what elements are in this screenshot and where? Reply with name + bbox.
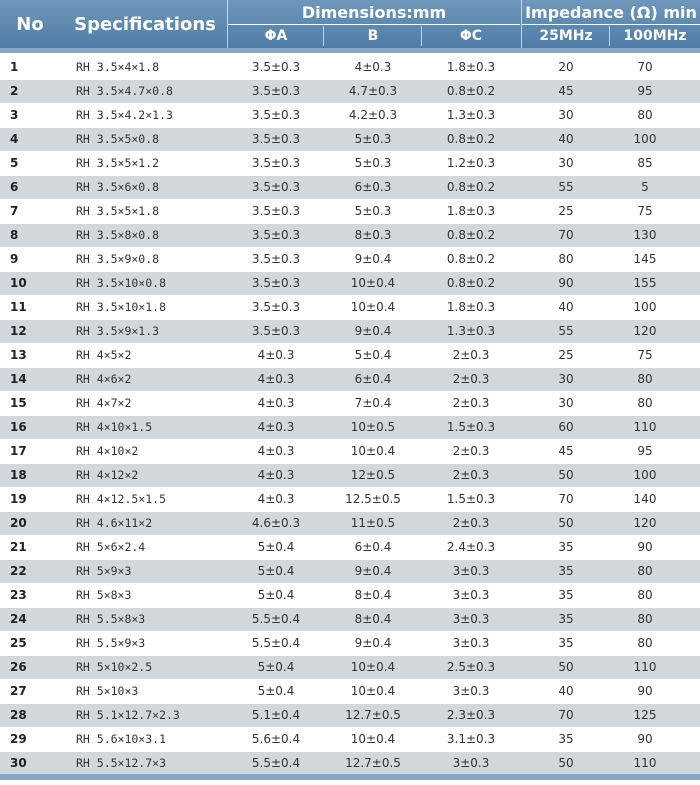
cell-dim-a: 4±0.3 [257,492,295,506]
cell-imp-25mhz: 30 [558,108,574,122]
cell-spec: RH 5.6×10×3.1 [76,732,167,746]
cell-dim-b: 10±0.4 [350,300,396,314]
table-header [0,0,700,48]
cell-dim-a: 5.5±0.4 [251,756,301,770]
header-divider-dimensions [228,24,520,25]
cell-dim-c: 0.8±0.2 [446,132,496,146]
cell-dim-b: 9±0.4 [354,564,392,578]
cell-imp-25mhz: 30 [558,396,574,410]
cell-imp-100mhz: 145 [633,252,657,266]
cell-dim-c: 3±0.3 [452,612,490,626]
cell-dim-a: 5.5±0.4 [251,612,301,626]
cell-dim-a: 3.5±0.3 [251,156,301,170]
cell-dim-a: 4±0.3 [257,348,295,362]
cell-imp-100mhz: 95 [637,444,653,458]
header-col-a: ΦA [264,28,288,44]
cell-no: 7 [10,204,19,218]
cell-spec: RH 3.5×4.7×0.8 [76,84,173,98]
cell-dim-b: 6±0.4 [354,372,392,386]
cell-imp-100mhz: 5 [641,180,649,194]
table-row [0,464,700,488]
cell-spec: RH 5×6×2.4 [76,540,146,554]
header-col-100mhz: 100MHz [623,28,687,44]
cell-dim-c: 2±0.3 [452,396,490,410]
cell-no: 27 [10,684,27,698]
cell-dim-b: 9±0.4 [354,252,392,266]
cell-dim-b: 7±0.4 [354,396,392,410]
cell-dim-a: 3.5±0.3 [251,252,301,266]
table-row [0,704,700,728]
header-separator [421,26,422,46]
cell-no: 10 [10,276,27,290]
cell-imp-100mhz: 130 [633,228,657,242]
table-row [0,200,700,224]
cell-imp-25mhz: 45 [558,84,574,98]
cell-imp-100mhz: 100 [633,468,657,482]
cell-imp-25mhz: 50 [558,516,574,530]
table-row [0,368,700,392]
table-row [0,512,700,536]
cell-dim-c: 2±0.3 [452,468,490,482]
cell-spec: RH 4.6×11×2 [76,516,153,530]
cell-imp-25mhz: 35 [558,540,574,554]
cell-spec: RH 3.5×5×1.2 [76,156,160,170]
cell-dim-c: 3±0.3 [452,564,490,578]
cell-dim-b: 10±0.4 [350,732,396,746]
cell-imp-100mhz: 110 [633,420,657,434]
cell-imp-25mhz: 70 [558,492,574,506]
table-row [0,752,700,776]
cell-dim-c: 3±0.3 [452,588,490,602]
cell-dim-a: 5±0.4 [257,564,295,578]
cell-dim-a: 3.5±0.3 [251,276,301,290]
table-row [0,656,700,680]
table-row [0,488,700,512]
cell-dim-b: 5±0.3 [354,204,392,218]
cell-dim-c: 3±0.3 [452,684,490,698]
cell-dim-a: 4.6±0.3 [251,516,301,530]
header-accent-bar [0,48,700,53]
cell-dim-c: 3.1±0.3 [446,732,496,746]
cell-no: 30 [10,756,27,770]
cell-dim-c: 2±0.3 [452,372,490,386]
header-specifications: Specifications [74,13,216,35]
cell-imp-25mhz: 60 [558,420,574,434]
table-row [0,248,700,272]
cell-dim-b: 9±0.4 [354,324,392,338]
cell-imp-100mhz: 110 [633,756,657,770]
table-row [0,728,700,752]
cell-imp-100mhz: 120 [633,324,657,338]
table-row [0,680,700,704]
header-col-c: ΦC [459,28,483,44]
cell-imp-100mhz: 80 [637,636,653,650]
header-separator [521,0,522,48]
header-separator [609,26,610,46]
header-separator [227,0,228,48]
cell-imp-100mhz: 75 [637,348,653,362]
cell-dim-b: 6±0.3 [354,180,392,194]
cell-spec: RH 3.5×5×1.8 [76,204,160,218]
cell-imp-25mhz: 70 [558,228,574,242]
cell-imp-25mhz: 25 [558,348,574,362]
cell-imp-100mhz: 125 [633,708,657,722]
cell-dim-a: 3.5±0.3 [251,228,301,242]
cell-imp-100mhz: 95 [637,84,653,98]
cell-imp-100mhz: 85 [637,156,653,170]
cell-imp-100mhz: 155 [633,276,657,290]
cell-dim-c: 2.4±0.3 [446,540,496,554]
cell-spec: RH 3.5×10×0.8 [76,276,167,290]
cell-spec: RH 3.5×4×1.8 [76,60,160,74]
cell-dim-a: 4±0.3 [257,396,295,410]
cell-dim-b: 12.5±0.5 [345,492,401,506]
cell-imp-100mhz: 80 [637,564,653,578]
cell-spec: RH 4×6×2 [76,372,132,386]
cell-imp-25mhz: 55 [558,180,574,194]
cell-no: 21 [10,540,27,554]
table-row [0,224,700,248]
cell-dim-c: 1.8±0.3 [446,204,496,218]
cell-spec: RH 3.5×6×0.8 [76,180,160,194]
cell-imp-25mhz: 20 [558,60,574,74]
cell-no: 20 [10,516,27,530]
header-separator [323,26,324,46]
cell-spec: RH 3.5×10×1.8 [76,300,167,314]
cell-dim-a: 5±0.4 [257,540,295,554]
cell-no: 2 [10,84,19,98]
cell-dim-c: 0.8±0.2 [446,84,496,98]
cell-no: 4 [10,132,19,146]
cell-imp-100mhz: 80 [637,396,653,410]
cell-dim-c: 1.3±0.3 [446,108,496,122]
cell-imp-25mhz: 40 [558,132,574,146]
cell-dim-b: 6±0.4 [354,540,392,554]
cell-dim-a: 4±0.3 [257,444,295,458]
cell-spec: RH 4×5×2 [76,348,132,362]
cell-imp-100mhz: 90 [637,684,653,698]
cell-dim-b: 10±0.4 [350,684,396,698]
table-row [0,392,700,416]
cell-imp-25mhz: 35 [558,732,574,746]
cell-dim-b: 8±0.4 [354,612,392,626]
cell-dim-b: 10±0.5 [350,420,396,434]
table-row [0,536,700,560]
cell-no: 9 [10,252,19,266]
cell-no: 23 [10,588,27,602]
cell-dim-c: 1.3±0.3 [446,324,496,338]
cell-spec: RH 5×9×3 [76,564,132,578]
cell-dim-a: 5±0.4 [257,660,295,674]
cell-dim-c: 1.8±0.3 [446,300,496,314]
cell-no: 14 [10,372,27,386]
cell-dim-c: 1.8±0.3 [446,60,496,74]
cell-no: 8 [10,228,19,242]
cell-no: 3 [10,108,19,122]
cell-imp-25mhz: 35 [558,564,574,578]
table-row [0,296,700,320]
cell-imp-25mhz: 50 [558,468,574,482]
cell-dim-a: 5.1±0.4 [251,708,301,722]
cell-no: 22 [10,564,27,578]
cell-dim-a: 3.5±0.3 [251,324,301,338]
table-row [0,152,700,176]
cell-dim-c: 3±0.3 [452,756,490,770]
cell-no: 19 [10,492,27,506]
cell-imp-25mhz: 45 [558,444,574,458]
cell-spec: RH 4×7×2 [76,396,132,410]
cell-imp-100mhz: 80 [637,372,653,386]
cell-dim-a: 5.5±0.4 [251,636,301,650]
cell-imp-25mhz: 55 [558,324,574,338]
cell-spec: RH 4×12×2 [76,468,139,482]
cell-dim-c: 0.8±0.2 [446,276,496,290]
cell-no: 12 [10,324,27,338]
cell-imp-100mhz: 90 [637,540,653,554]
table-row [0,56,700,80]
cell-dim-a: 5±0.4 [257,588,295,602]
cell-dim-c: 0.8±0.2 [446,228,496,242]
cell-spec: RH 4×10×2 [76,444,139,458]
table-row [0,632,700,656]
cell-dim-b: 12.7±0.5 [345,708,401,722]
cell-imp-25mhz: 40 [558,684,574,698]
table-row [0,344,700,368]
cell-spec: RH 3.5×8×0.8 [76,228,160,242]
cell-dim-c: 2.3±0.3 [446,708,496,722]
cell-imp-100mhz: 110 [633,660,657,674]
cell-dim-b: 4.7±0.3 [348,84,398,98]
cell-imp-25mhz: 35 [558,612,574,626]
cell-no: 1 [10,60,19,74]
cell-dim-b: 12.7±0.5 [345,756,401,770]
cell-dim-b: 5±0.3 [354,132,392,146]
cell-dim-b: 12±0.5 [350,468,396,482]
cell-imp-100mhz: 75 [637,204,653,218]
cell-spec: RH 3.5×9×1.3 [76,324,160,338]
cell-dim-b: 11±0.5 [350,516,396,530]
cell-dim-c: 1.5±0.3 [446,420,496,434]
header-col-b: B [367,28,379,44]
cell-dim-b: 10±0.4 [350,276,396,290]
cell-spec: RH 3.5×5×0.8 [76,132,160,146]
cell-dim-b: 5±0.4 [354,348,392,362]
header-impedance: Impedance (Ω) min [525,2,697,22]
cell-dim-b: 9±0.4 [354,636,392,650]
cell-imp-25mhz: 30 [558,156,574,170]
cell-dim-a: 3.5±0.3 [251,204,301,218]
footer-accent-bar [0,774,700,780]
cell-spec: RH 3.5×4.2×1.3 [76,108,173,122]
cell-dim-a: 5±0.4 [257,684,295,698]
cell-dim-b: 8±0.4 [354,588,392,602]
cell-dim-c: 3±0.3 [452,636,490,650]
table-row [0,440,700,464]
cell-no: 29 [10,732,27,746]
cell-dim-b: 10±0.4 [350,660,396,674]
cell-dim-a: 3.5±0.3 [251,84,301,98]
table-row [0,176,700,200]
cell-imp-25mhz: 50 [558,756,574,770]
cell-dim-b: 8±0.3 [354,228,392,242]
cell-imp-100mhz: 140 [633,492,657,506]
cell-no: 15 [10,396,27,410]
table-row [0,608,700,632]
cell-imp-25mhz: 90 [558,276,574,290]
cell-spec: RH 5×10×3 [76,684,139,698]
header-dimensions: Dimensions:mm [301,2,447,22]
cell-spec: RH 5×10×2.5 [76,660,153,674]
cell-imp-100mhz: 100 [633,132,657,146]
cell-spec: RH 5.5×8×3 [76,612,146,626]
cell-spec: RH 4×10×1.5 [76,420,153,434]
cell-dim-b: 10±0.4 [350,444,396,458]
cell-dim-a: 4±0.3 [257,420,295,434]
cell-dim-a: 4±0.3 [257,468,295,482]
cell-spec: RH 3.5×9×0.8 [76,252,160,266]
cell-no: 13 [10,348,27,362]
cell-no: 11 [10,300,27,314]
cell-imp-25mhz: 35 [558,588,574,602]
cell-dim-c: 2±0.3 [452,516,490,530]
cell-dim-a: 4±0.3 [257,372,295,386]
cell-dim-a: 3.5±0.3 [251,132,301,146]
cell-imp-25mhz: 25 [558,204,574,218]
cell-imp-100mhz: 80 [637,612,653,626]
cell-dim-c: 0.8±0.2 [446,252,496,266]
cell-imp-25mhz: 70 [558,708,574,722]
cell-spec: RH 5×8×3 [76,588,132,602]
cell-imp-25mhz: 30 [558,372,574,386]
header-divider-impedance [522,24,700,25]
cell-imp-100mhz: 70 [637,60,653,74]
cell-imp-100mhz: 80 [637,108,653,122]
cell-dim-c: 1.5±0.3 [446,492,496,506]
cell-no: 5 [10,156,19,170]
cell-dim-c: 2±0.3 [452,348,490,362]
table-body [0,56,700,776]
cell-imp-100mhz: 100 [633,300,657,314]
cell-imp-25mhz: 80 [558,252,574,266]
cell-dim-c: 1.2±0.3 [446,156,496,170]
cell-spec: RH 5.5×12.7×3 [76,756,167,770]
table-row [0,104,700,128]
table-row [0,320,700,344]
cell-no: 25 [10,636,27,650]
cell-dim-a: 3.5±0.3 [251,60,301,74]
cell-no: 28 [10,708,27,722]
cell-dim-a: 3.5±0.3 [251,108,301,122]
header-no: No [16,13,44,35]
cell-dim-c: 2.5±0.3 [446,660,496,674]
cell-dim-c: 2±0.3 [452,444,490,458]
cell-no: 17 [10,444,27,458]
table-row [0,80,700,104]
cell-dim-a: 3.5±0.3 [251,300,301,314]
cell-imp-100mhz: 120 [633,516,657,530]
cell-no: 26 [10,660,27,674]
cell-no: 6 [10,180,19,194]
cell-no: 24 [10,612,27,626]
table-row [0,128,700,152]
cell-no: 18 [10,468,27,482]
cell-imp-100mhz: 90 [637,732,653,746]
cell-imp-25mhz: 35 [558,636,574,650]
cell-spec: RH 5.1×12.7×2.3 [76,708,180,722]
cell-imp-100mhz: 80 [637,588,653,602]
table-row [0,560,700,584]
cell-no: 16 [10,420,27,434]
cell-dim-b: 4±0.3 [354,60,392,74]
cell-dim-c: 0.8±0.2 [446,180,496,194]
table-row [0,416,700,440]
table-row [0,272,700,296]
cell-dim-b: 5±0.3 [354,156,392,170]
cell-dim-a: 5.6±0.4 [251,732,301,746]
table-row [0,584,700,608]
cell-dim-a: 3.5±0.3 [251,180,301,194]
cell-spec: RH 4×12.5×1.5 [76,492,167,506]
cell-imp-25mhz: 40 [558,300,574,314]
cell-spec: RH 5.5×9×3 [76,636,146,650]
cell-imp-25mhz: 50 [558,660,574,674]
header-col-25mhz: 25MHz [539,28,593,44]
cell-dim-b: 4.2±0.3 [348,108,398,122]
